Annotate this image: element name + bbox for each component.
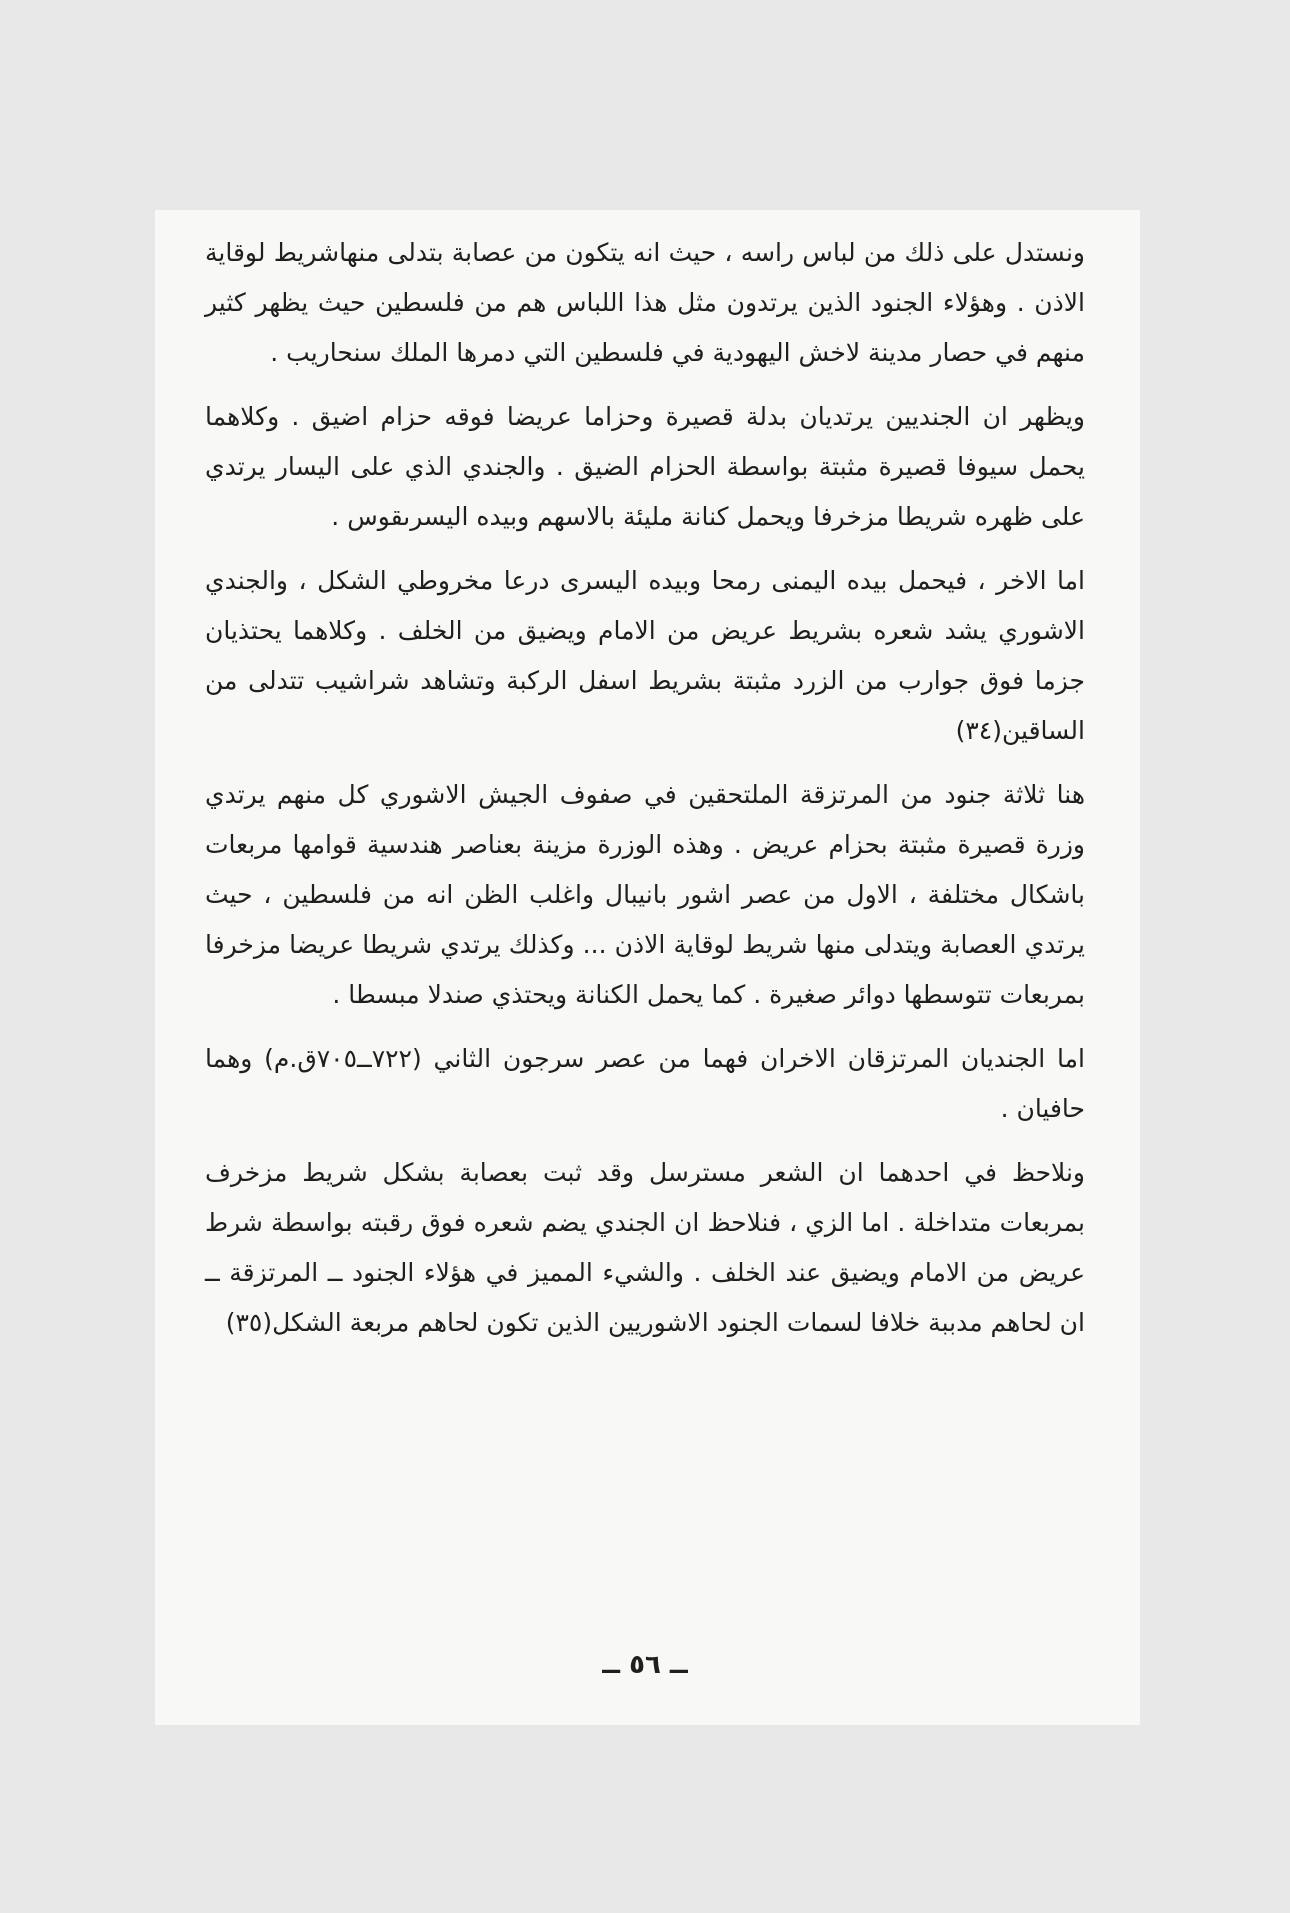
paragraph-2: ويظهر ان الجنديين يرتديان بدلة قصيرة وحزاما عريضا فوقه حزام اضيق . وكلاهما يحمل سيوفا قصيرة مثبتة بواسطة الحزام الضيق . والجندي الذي على اليسار يرتدي على ظهره شريطا مزخرفا ويحمل كنانة مليئة بالاسهم وبيده اليسرىقوس . (205, 402, 1085, 531)
body-text (205, 228, 1085, 1362)
paragraph-3: اما الاخر ، فيحمل بيده اليمنى رمحا وبيده اليسرى درعا مخروطي الشكل ، والجندي الاشوري يشد شعره بشريط عريض من الامام ويضيق من الخلف . وكلاهما يحتذيان جزما فوق جوارب من الزرد مثبتة بشريط اسفل الركبة وتشاهد شراشيب تتدلى من الساقين(٣٤) (205, 566, 1085, 745)
page-number: ــ ٥٦ ــ (602, 1650, 688, 1680)
paragraph-5: اما الجنديان المرتزقان الاخران فهما من عصر سرجون الثاني (٧٢٢ــ٧٠٥ق.م) وهما حافيان . (205, 1044, 1085, 1123)
paragraph-6: ونلاحظ في احدهما ان الشعر مسترسل وقد ثبت بعصابة بشكل شريط مزخرف بمربعات متداخلة . اما الزي ، فنلاحظ ان الجندي يضم شعره فوق رقبته بواسطة شرط عريض من الامام ويضيق عند الخلف . والشيء المميز في هؤلاء الجنود ــ المرتزقة ــ ان لحاهم مدببة خلافا لسمات الجنود الاشوريين الذين تكون لحاهم مربعة الشكل(٣٥) (205, 1158, 1085, 1337)
paragraph-4: هنا ثلاثة جنود من المرتزقة الملتحقين في صفوف الجيش الاشوري كل منهم يرتدي وزرة قصيرة مثبتة بحزام عريض . وهذه الوزرة مزينة بعناصر هندسية قوامها مربعات باشكال مختلفة ، الاول من عصر اشور بانيبال واغلب الظن انه من فلسطين ، حيث يرتدي العصابة ويتدلى منها شريط لوقاية الاذن ... وكذلك يرتدي شريطا عريضا مزخرفا بمربعات تتوسطها دوائر صغيرة . كما يحمل الكنانة ويحتذي صندلا مبسطا . (205, 780, 1085, 1009)
paragraph-1: ونستدل على ذلك من لباس راسه ، حيث انه يتكون من عصابة بتدلى منهاشريط لوقاية الاذن . وهؤلاء الجنود الذين يرتدون مثل هذا اللباس هم من فلسطين حيث يظهر كثير منهم في حصار مدينة لاخش اليهودية في فلسطين التي دمرها الملك سنحاريب . (205, 238, 1085, 367)
